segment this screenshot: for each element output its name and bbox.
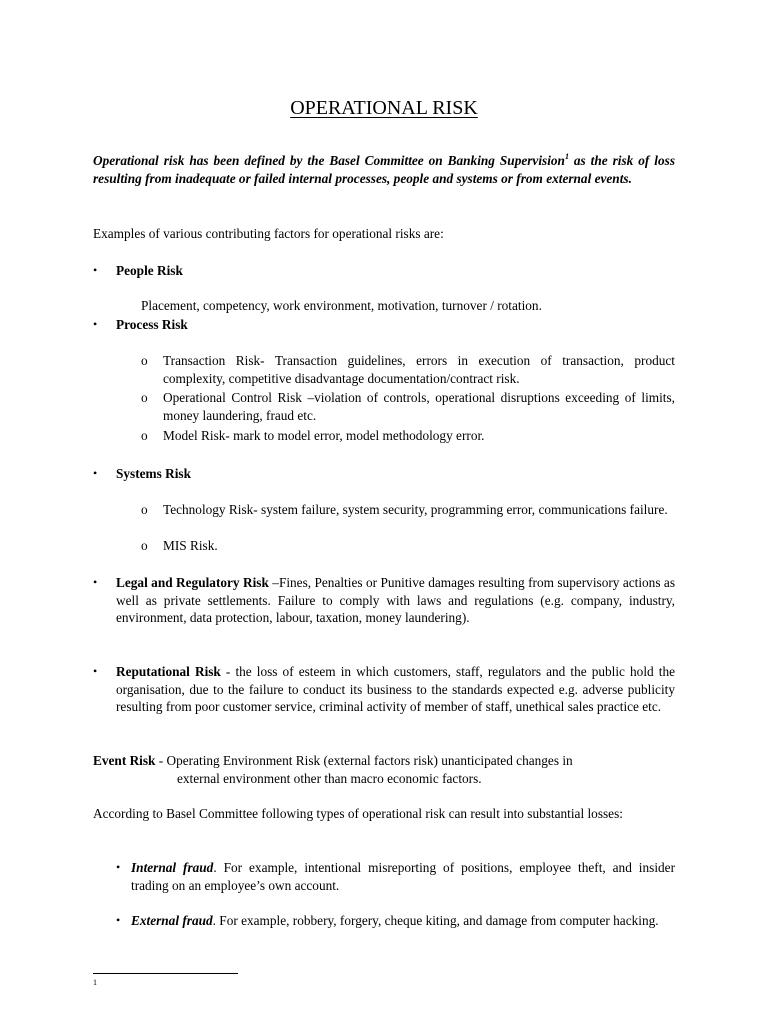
process-risk-item: Model Risk- mark to model error, model methodology error.: [163, 428, 485, 443]
bullet-icon: •: [93, 466, 98, 480]
intro-part2: as the risk of loss resulting from inadequate or failed internal processes, people and systems or from external events.: [93, 153, 675, 186]
footnote-mark: 1: [93, 978, 97, 987]
footnote-separator: [93, 973, 238, 974]
external-fraud-label: External fraud: [131, 913, 213, 928]
legal-risk-label: Legal and Regulatory Risk: [116, 575, 269, 590]
event-risk-line1: [93, 752, 675, 770]
event-risk-line2: external environment other than macro economic factors.: [177, 771, 482, 786]
bullet-icon: •: [116, 860, 121, 874]
legal-risk-paragraph: [116, 574, 675, 627]
event-risk-text: - Operating Environment Risk (external factors risk) unanticipated changes in: [155, 753, 573, 768]
systems-risk-label: Systems Risk: [116, 466, 191, 481]
internal-fraud-text: . For example, intentional misreporting of positions, employee theft, and insider trading on an employee’s own account.: [131, 860, 675, 893]
process-risk-label: Process Risk: [116, 317, 188, 332]
sub-bullet-icon: o: [141, 538, 148, 553]
people-risk-label: People Risk: [116, 263, 183, 278]
intro-part1: Operational risk has been defined by the Basel Committee on Banking Supervision: [93, 153, 565, 168]
people-risk-text: Placement, competency, work environment, motivation, turnover / rotation.: [141, 298, 542, 313]
reputational-risk-label: Reputational Risk: [116, 664, 221, 679]
systems-risk-item: MIS Risk.: [163, 538, 218, 553]
bullet-icon: •: [93, 263, 98, 277]
sub-bullet-icon: o: [141, 390, 148, 405]
internal-fraud-label: Internal fraud: [131, 860, 214, 875]
sub-bullet-icon: o: [141, 428, 148, 443]
bullet-icon: •: [93, 317, 98, 331]
bullet-icon: •: [116, 913, 121, 927]
loss-type-internal-fraud: [131, 859, 675, 894]
reputational-risk-text: - the loss of esteem in which customers, staff, regulators and the public hold the organisation, due to the failure to conduct its business to the standards expected e.g. adverse publicity resulting from poor customer service, criminal activity of member of staff, unethical sales practice etc.: [116, 664, 675, 714]
footnote-reference[interactable]: 1: [564, 152, 569, 161]
event-risk-label: Event Risk: [93, 753, 156, 768]
bullet-icon: •: [93, 575, 98, 589]
examples-intro: Examples of various contributing factors for operational risks are:: [93, 226, 444, 241]
legal-risk-text: –Fines, Penalties or Punitive damages resulting from supervisory actions as well as private settlements. Failure to comply with laws and regulations (e.g. company, industry, environment, data protection, labour, taxation, money laundering).: [116, 575, 676, 625]
systems-risk-item: Technology Risk- system failure, system security, programming error, communications failure.: [163, 502, 668, 517]
sub-bullet-icon: o: [141, 353, 148, 368]
page-title: OPERATIONAL RISK: [290, 97, 478, 119]
sub-bullet-icon: o: [141, 502, 148, 517]
loss-type-external-fraud: [131, 912, 675, 930]
process-risk-item: Operational Control Risk –violation of controls, operational disruptions exceeding of limits, money laundering, fraud etc.: [163, 390, 675, 423]
bullet-icon: •: [93, 664, 98, 678]
process-risk-item: Transaction Risk- Transaction guidelines, errors in execution of transaction, product complexity, competitive disadvantage documentation/contract risk.: [163, 353, 675, 386]
reputational-risk-paragraph: [116, 663, 675, 716]
external-fraud-text: . For example, robbery, forgery, cheque kiting, and damage from computer hacking.: [212, 913, 659, 928]
basel-intro: According to Basel Committee following types of operational risk can result into substantial losses:: [93, 806, 623, 821]
intro-definition: [93, 152, 675, 187]
